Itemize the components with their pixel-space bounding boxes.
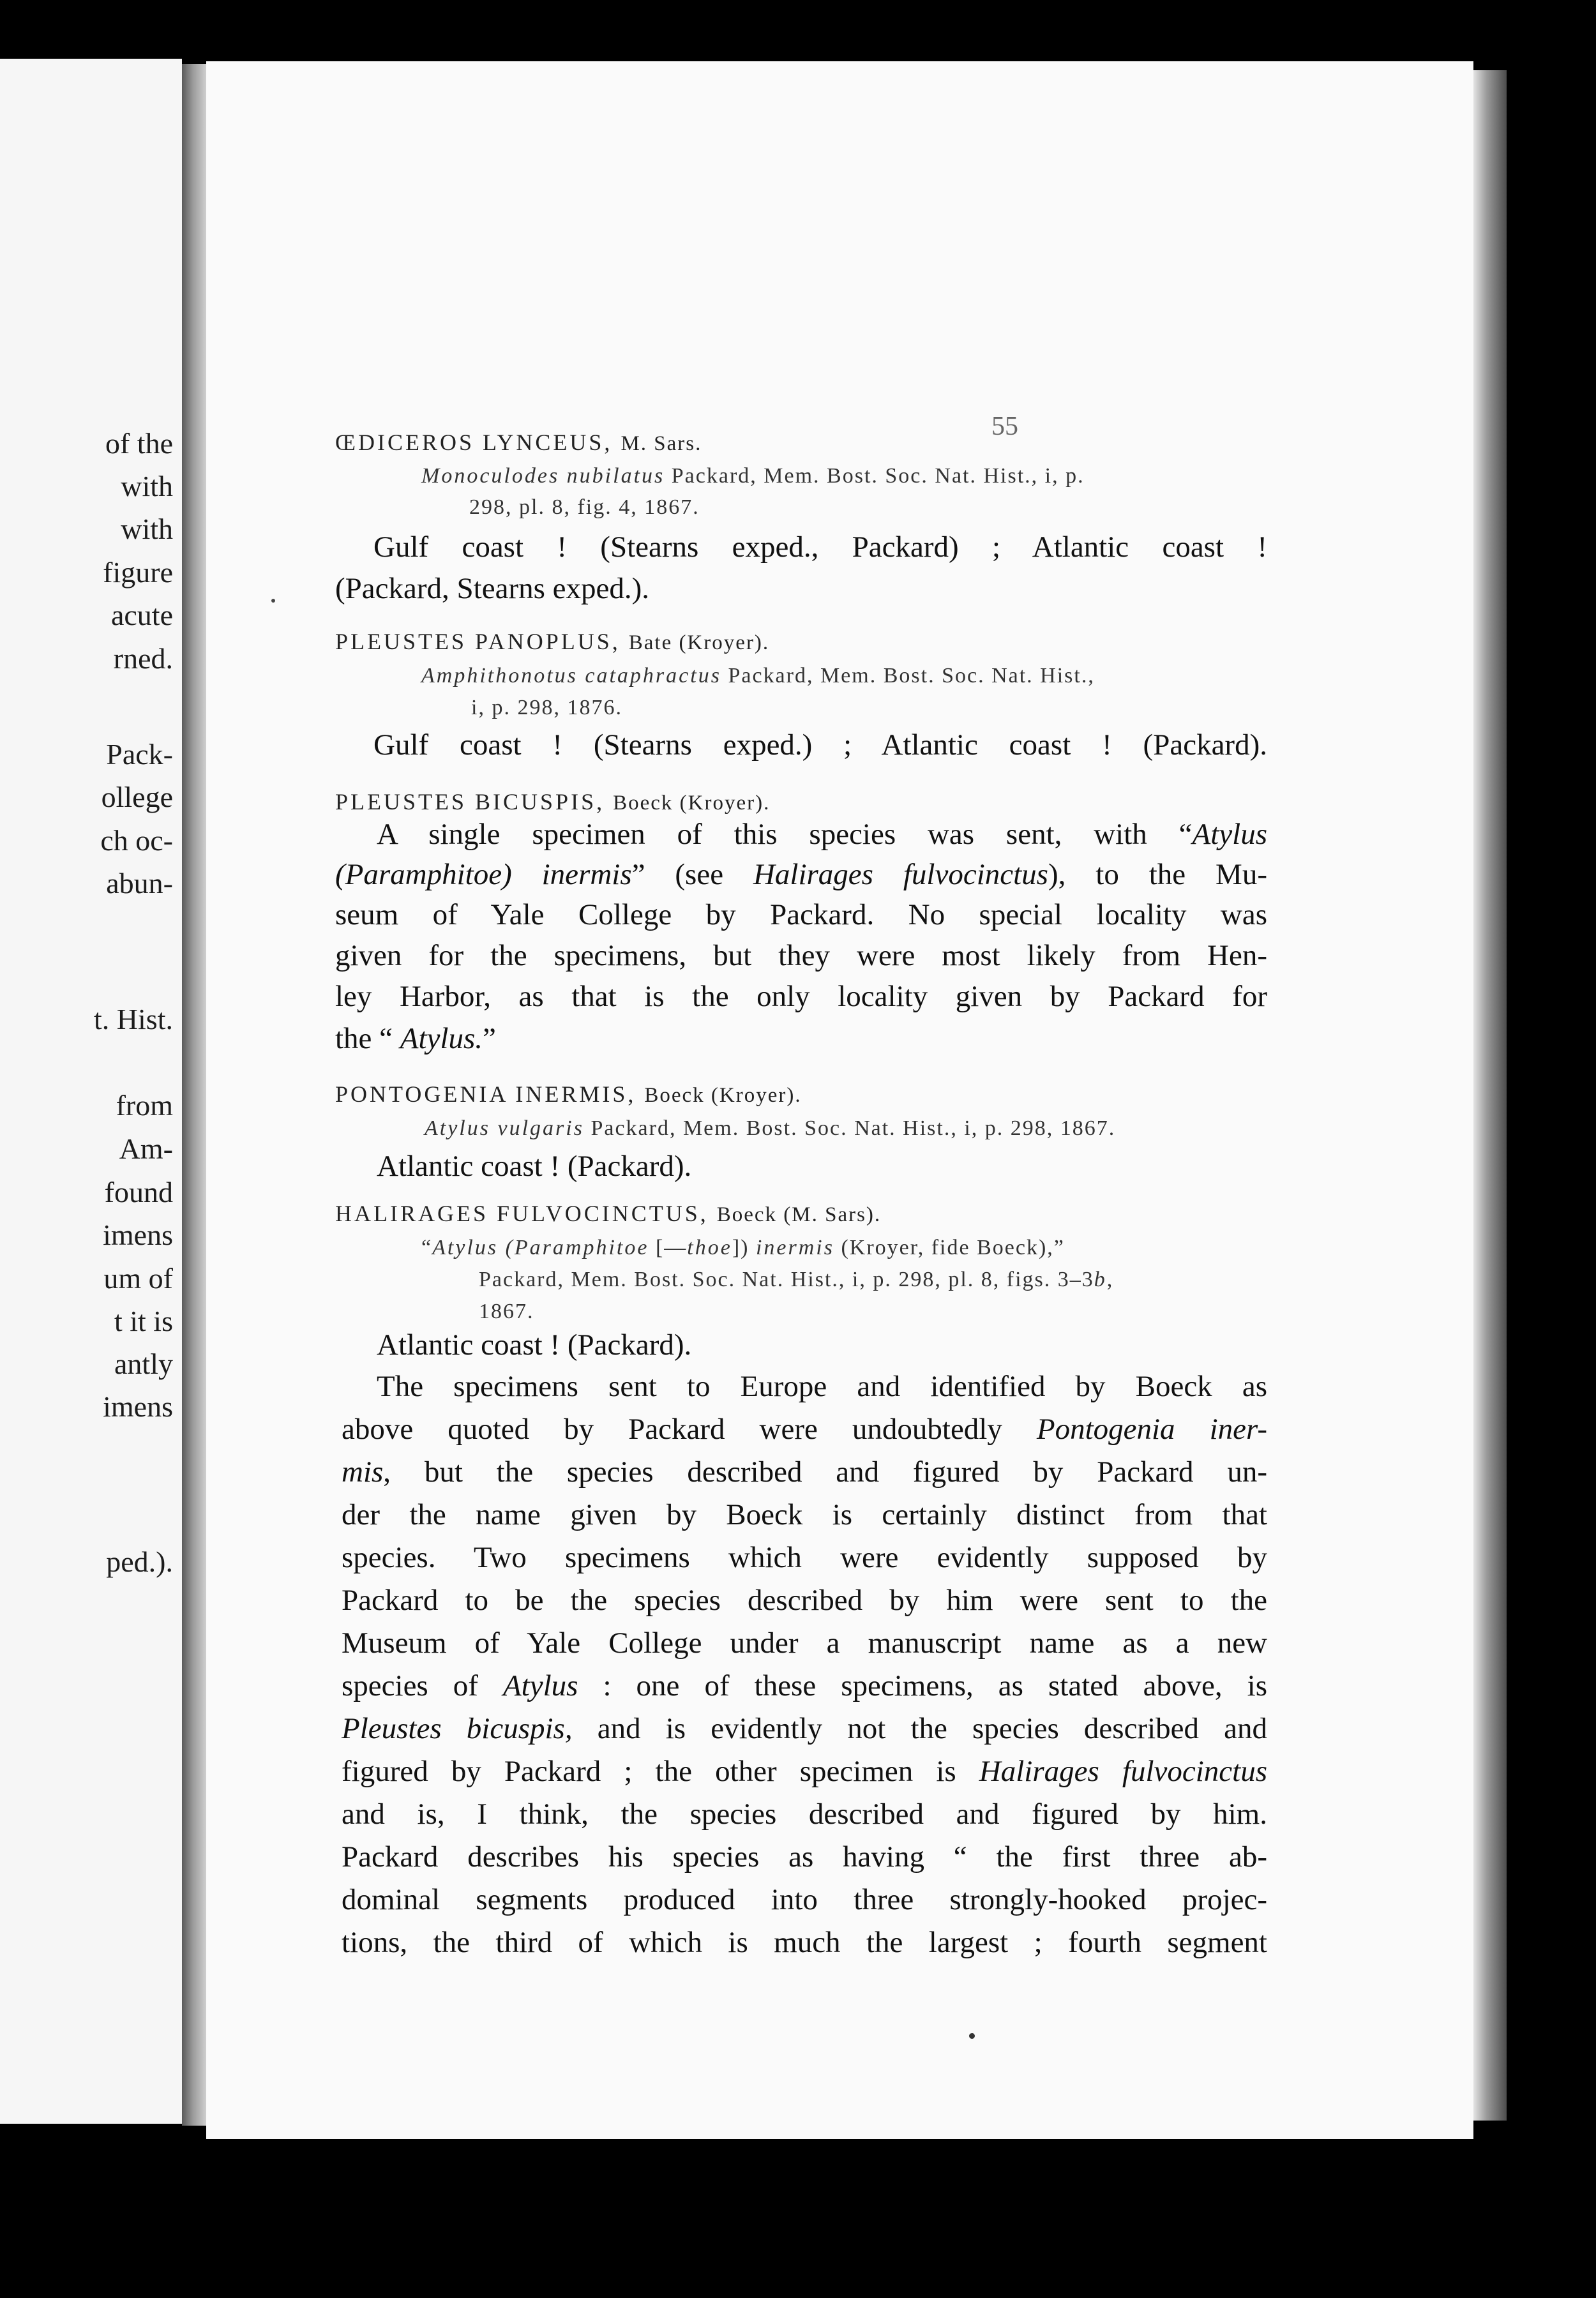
- text-run: and is evidently not the species described and: [572, 1712, 1268, 1745]
- text-run: [—: [649, 1236, 688, 1259]
- species-name: PONTOGENIA INERMIS,: [335, 1081, 636, 1107]
- text-run: : one of these specimens, as stated above, is: [578, 1669, 1268, 1702]
- body-line: [335, 857, 1267, 892]
- body-line: [335, 979, 1267, 1014]
- text-run: Atlantic coast ! (Packard).: [377, 1150, 692, 1183]
- left-page-text-fragment: ch oc-: [100, 824, 173, 857]
- left-page-text-fragment: from: [116, 1089, 173, 1122]
- page-number: 55: [991, 412, 1018, 441]
- left-page-text-fragment: imens: [103, 1390, 173, 1423]
- italic-text: Pontogenia iner-: [1036, 1413, 1267, 1446]
- body-line: [373, 728, 1267, 762]
- text-run: A single specimen of this species was sent, with “: [377, 818, 1193, 851]
- text-run: Packard to be the species described by him were sent to the: [342, 1584, 1267, 1617]
- left-page-text-fragment: antly: [114, 1348, 173, 1380]
- body-line: [335, 571, 1267, 606]
- text-run: ,: [1106, 1268, 1114, 1291]
- body-line: [342, 1925, 1267, 1960]
- italic-text: Amphithonotus cataphractus: [421, 664, 721, 687]
- species-heading: [335, 1200, 881, 1227]
- left-page-text-fragment: found: [104, 1176, 173, 1208]
- italic-text: Halirages fulvocinctus: [753, 858, 1048, 891]
- species-heading: [335, 788, 770, 815]
- text-run: Packard, Mem. Bost. Soc. Nat. Hist.,: [721, 664, 1095, 687]
- text-run: species of: [342, 1669, 503, 1702]
- text-run: The specimens sent to Europe and identified by Boeck as: [377, 1370, 1267, 1403]
- left-page-text-fragment: with: [121, 470, 173, 502]
- text-run: ”: [483, 1022, 496, 1055]
- body-line: [342, 1455, 1267, 1489]
- italic-text: Atylus (Paramphitoe: [432, 1236, 649, 1259]
- text-run: “: [421, 1236, 433, 1259]
- italic-text: mis: [342, 1455, 384, 1489]
- left-page-text-fragment: acute: [110, 599, 173, 631]
- italic-text: Pleustes bicuspis,: [342, 1712, 573, 1745]
- body-line: [342, 1583, 1267, 1618]
- left-page-text-fragment: rned.: [113, 642, 173, 675]
- body-line: [377, 1369, 1267, 1404]
- species-heading: [335, 429, 702, 456]
- synonymy-line: [479, 1268, 1113, 1292]
- text-run: Gulf coast ! (Stearns exped.) ; Atlantic coast ! (Packard).: [373, 728, 1267, 762]
- body-line: [342, 1882, 1267, 1917]
- italic-text: inermis: [755, 1236, 834, 1259]
- species-authority: M. Sars.: [621, 432, 702, 455]
- synonymy-line: [479, 1300, 534, 1324]
- text-run: i, p. 298, 1876.: [471, 696, 622, 719]
- speck: [969, 2033, 975, 2039]
- text-run: ]): [732, 1236, 756, 1259]
- left-page-text-fragment: um of: [103, 1262, 173, 1295]
- species-authority: Bate (Kroyer).: [628, 631, 770, 654]
- text-run: the “: [335, 1022, 400, 1055]
- text-run: ), to the Mu-: [1048, 858, 1267, 891]
- species-name: ŒDICEROS LYNCEUS,: [335, 430, 613, 455]
- text-run: species. Two specimens which were evidently supposed by: [342, 1541, 1267, 1574]
- body-line: [377, 1149, 1267, 1183]
- text-run: Packard, Mem. Bost. Soc. Nat. Hist., i, p. 298, 1867.: [583, 1116, 1116, 1140]
- body-line: [335, 897, 1267, 932]
- species-name: PLEUSTES BICUSPIS,: [335, 789, 605, 815]
- synonymy-line: [469, 495, 700, 520]
- synonymy-line: [421, 464, 1085, 488]
- text-run: Packard describes his species as having “ the first three ab-: [342, 1840, 1267, 1874]
- text-run: Atlantic coast ! (Packard).: [377, 1328, 692, 1362]
- italic-text: Atylus: [502, 1669, 578, 1702]
- body-line: [342, 1754, 1267, 1789]
- left-page-text-fragment: ollege: [101, 781, 173, 813]
- body-line: [342, 1412, 1267, 1446]
- text-run: dominal segments produced into three strongly-hooked projec-: [342, 1883, 1267, 1916]
- italic-text: Atylus vulgaris: [425, 1116, 584, 1140]
- body-line: [342, 1711, 1267, 1746]
- italic-text: Atylus.: [400, 1022, 483, 1055]
- species-heading: [335, 628, 769, 655]
- left-page-text-fragment: with: [121, 513, 173, 545]
- body-line: [342, 1840, 1267, 1874]
- body-line: [377, 817, 1267, 852]
- species-authority: Boeck (M. Sars).: [716, 1203, 882, 1226]
- text-run: Museum of Yale College under a manuscript name as a new: [342, 1626, 1267, 1660]
- italic-text: (Paramphitoe) inermis: [335, 858, 632, 891]
- body-line: [342, 1540, 1267, 1575]
- left-page-text-fragment: abun-: [106, 867, 173, 899]
- left-page-text-fragment: t it is: [114, 1305, 173, 1337]
- text-run: 298, pl. 8, fig. 4, 1867.: [469, 495, 700, 519]
- main-page: [206, 61, 1473, 2139]
- text-run: figured by Packard ; the other specimen is: [342, 1755, 979, 1788]
- synonymy-line: [425, 1116, 1115, 1141]
- body-line: [377, 1328, 1267, 1362]
- italic-text: Halirages fulvocinctus: [979, 1755, 1268, 1788]
- body-line: [342, 1669, 1267, 1703]
- text-run: ley Harbor, as that is the only locality given by Packard for: [335, 980, 1267, 1013]
- left-page-text-fragment: imens: [103, 1219, 173, 1251]
- species-heading: [335, 1081, 802, 1108]
- text-run: Gulf coast ! (Stearns exped., Packard) ; Atlantic coast !: [373, 530, 1267, 564]
- text-run: 1867.: [479, 1300, 534, 1323]
- text-run: tions, the third of which is much the largest ; fourth segment: [342, 1926, 1267, 1959]
- left-page-text-fragment: Am-: [119, 1132, 173, 1165]
- text-run: above quoted by Packard were undoubtedly: [342, 1413, 1037, 1446]
- text-run: ” (see: [631, 858, 753, 891]
- text-run: (Packard, Stearns exped.).: [335, 572, 650, 605]
- italic-text: Monoculodes nubilatus: [421, 464, 665, 488]
- synonymy-line: [421, 664, 1095, 688]
- italic-text: b: [1094, 1268, 1107, 1291]
- page-edge: [1473, 70, 1507, 2121]
- synonymy-line: [471, 696, 622, 720]
- species-authority: Boeck (Kroyer).: [644, 1084, 802, 1107]
- left-page-text-fragment: Pack-: [106, 738, 173, 770]
- left-page-text-fragment: of the: [105, 427, 173, 460]
- speck: [271, 599, 275, 603]
- body-line: [373, 530, 1267, 564]
- italic-text: Atylus: [1192, 818, 1267, 851]
- text-run: seum of Yale College by Packard. No special locality was: [335, 898, 1267, 931]
- species-authority: Boeck (Kroyer).: [613, 792, 771, 815]
- species-name: HALIRAGES FULVOCINCTUS,: [335, 1201, 709, 1226]
- page-gutter: [182, 64, 206, 2126]
- text-run: , but the species described and figured by Packard un-: [383, 1455, 1267, 1489]
- italic-text: thoe: [687, 1236, 732, 1259]
- text-run: and is, I think, the species described and figured by him.: [342, 1798, 1267, 1831]
- synonymy-line: [421, 1236, 1065, 1260]
- body-line: [342, 1797, 1267, 1831]
- text-run: given for the specimens, but they were most likely from Hen-: [335, 939, 1267, 972]
- left-page-text-fragment: ped.).: [106, 1545, 173, 1578]
- text-run: der the name given by Boeck is certainly distinct from that: [342, 1498, 1267, 1531]
- left-page-text-fragment: t. Hist.: [94, 1003, 173, 1035]
- body-line: [335, 1021, 1267, 1056]
- body-line: [342, 1498, 1267, 1532]
- text-run: Packard, Mem. Bost. Soc. Nat. Hist., i, p. 298, pl. 8, figs. 3–3: [479, 1268, 1094, 1291]
- text-run: Packard, Mem. Bost. Soc. Nat. Hist., i, p.: [665, 464, 1085, 488]
- body-line: [335, 938, 1267, 973]
- left-page-text-fragment: figure: [103, 556, 173, 589]
- body-line: [342, 1626, 1267, 1660]
- text-run: (Kroyer, fide Boeck),”: [834, 1236, 1065, 1259]
- species-name: PLEUSTES PANOPLUS,: [335, 629, 621, 654]
- facing-page-fragment: [0, 59, 182, 2124]
